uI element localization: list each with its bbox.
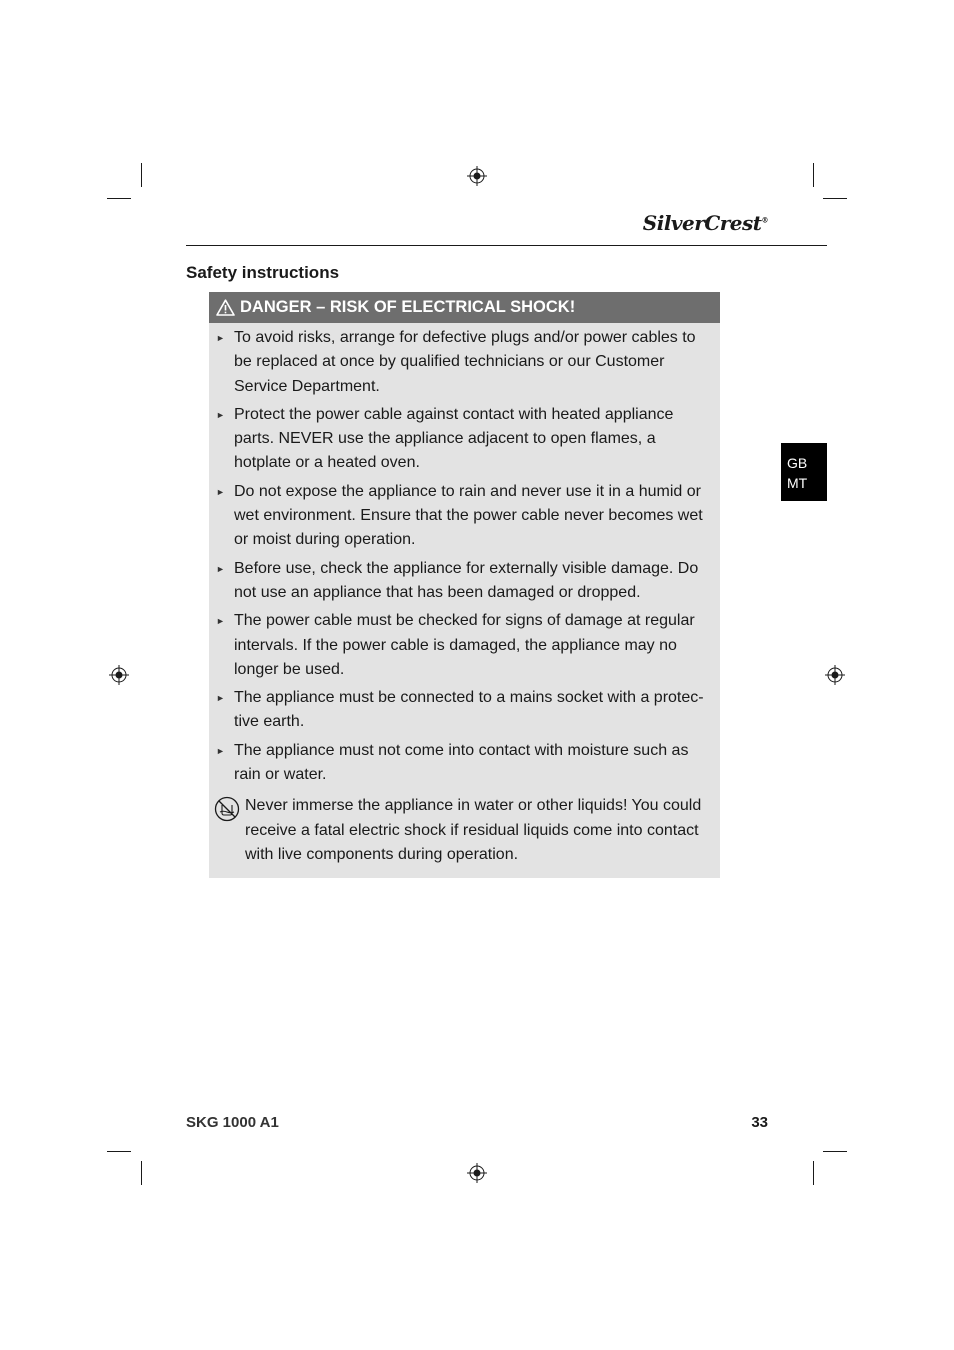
header-rule — [186, 245, 827, 246]
registration-mark-icon — [825, 665, 845, 685]
bullet-arrow-icon: ► — [216, 563, 225, 574]
no-immersion-icon — [214, 796, 240, 822]
list-item-text: The appliance must not come into contact with moisture such as rain or water. — [234, 741, 689, 784]
safety-list — [209, 323, 720, 787]
list-item — [209, 557, 720, 606]
warning-triangle-icon — [216, 299, 235, 316]
footer-model: SKG 1000 A1 — [186, 1114, 279, 1131]
bullet-arrow-icon: ► — [216, 333, 225, 343]
crop-mark — [823, 1151, 847, 1152]
warning-heading — [209, 292, 720, 323]
crop-mark — [107, 198, 131, 199]
brand-name: SilverCrest — [642, 211, 762, 235]
list-item — [209, 686, 720, 735]
bullet-arrow-icon: ► — [216, 745, 225, 756]
bullet-arrow-icon: ► — [216, 409, 225, 420]
list-item-text: The appliance must be connected to a mains socket with a protec-tive earth. — [234, 689, 704, 731]
crop-mark — [107, 1151, 131, 1152]
bullet-arrow-icon: ► — [216, 693, 225, 704]
warning-box — [209, 292, 720, 878]
bullet-arrow-icon: ► — [216, 486, 225, 497]
crop-mark — [813, 1161, 814, 1185]
bullet-arrow-icon: ► — [216, 616, 225, 627]
list-item-text: To avoid risks, arrange for defective plugs and/or power cables to be replaced at once by qualified technicians or our Customer Service Department. — [234, 329, 696, 395]
registered-mark: ® — [761, 215, 768, 225]
note-text: Never immerse the appliance in water or other liquids! You could receive a fatal electric shock if residual liquids come into contact with live components during operation. — [245, 797, 702, 863]
list-item-text: Before use, check the appliance for externally visible damage. Do not use an appliance that has been damaged or dropped. — [234, 559, 699, 601]
crop-mark — [141, 163, 142, 187]
registration-mark-icon — [467, 1163, 487, 1183]
crop-mark — [823, 198, 847, 199]
list-item-text: The power cable must be checked for signs of damage at regular intervals. If the power cable is damaged, the appliance may no longer be used. — [234, 612, 695, 678]
list-item — [209, 480, 720, 553]
crop-mark — [813, 163, 814, 187]
registration-mark-icon — [467, 166, 487, 186]
list-item-text: Do not expose the appliance to rain and never use it in a humid or wet environment. Ensure that the power cable never becomes wet or moist during operation. — [234, 482, 703, 549]
page-number: 33 — [751, 1114, 768, 1131]
warning-heading-text: DANGER – RISK OF ELECTRICAL SHOCK! — [240, 298, 576, 316]
section-title: Safety instructions — [186, 263, 340, 282]
list-item — [209, 326, 720, 399]
brand-logo — [628, 211, 768, 235]
list-item — [209, 609, 720, 682]
immersion-note — [209, 794, 720, 867]
language-tab — [781, 443, 827, 501]
language-code: GB — [787, 455, 808, 471]
list-item — [209, 739, 720, 788]
crop-mark — [141, 1161, 142, 1185]
list-item — [209, 403, 720, 476]
language-code: MT — [787, 475, 808, 491]
list-item-text: Protect the power cable against contact with heated appliance parts. NEVER use the appliance adjacent to open flames, a hotplate or a heated oven. — [234, 405, 674, 472]
registration-mark-icon — [109, 665, 129, 685]
